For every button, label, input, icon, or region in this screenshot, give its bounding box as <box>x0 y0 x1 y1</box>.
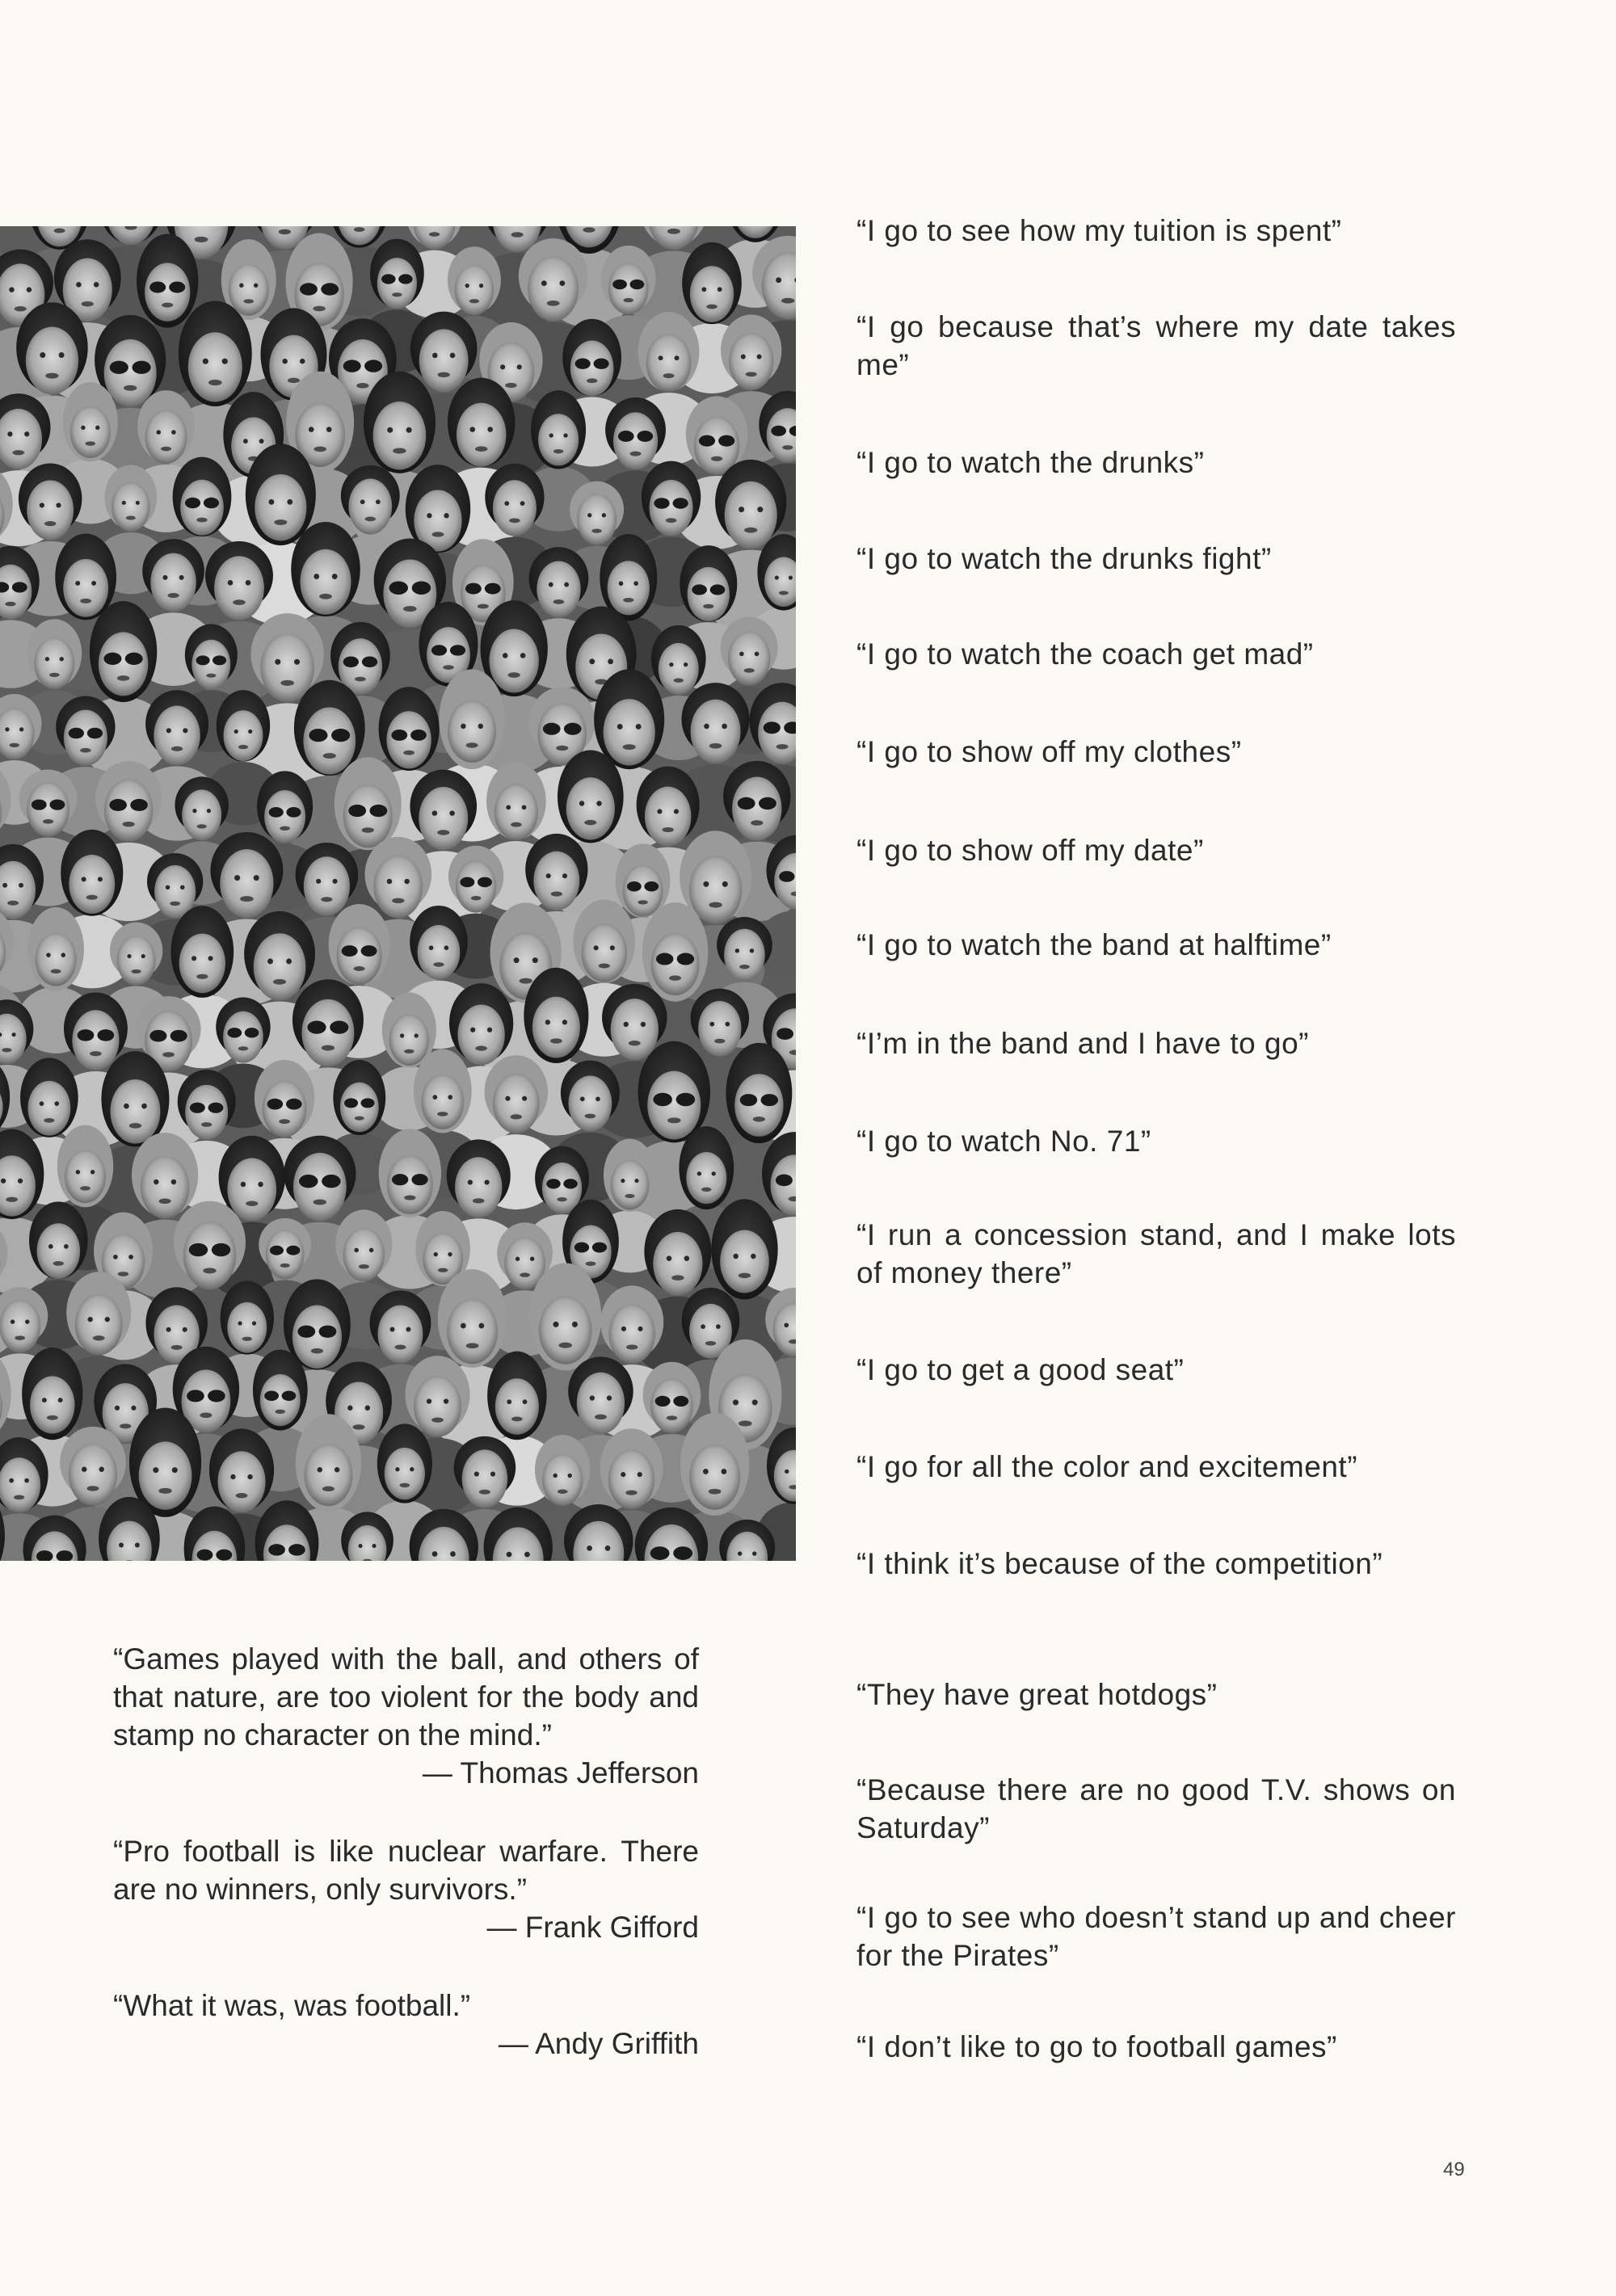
page-number: 49 <box>1443 2159 1465 2180</box>
reason-quote: “I go to see who doesn’t stand up and cheer for the Pirates” <box>856 1901 1456 1972</box>
crowd-photo <box>0 226 796 1561</box>
reason-quote: “I’m in the band and I have to go” <box>856 1027 1310 1060</box>
reason-quote: “I go to watch No. 71” <box>856 1125 1151 1158</box>
quote-attribution: — Frank Gifford <box>486 1911 699 1944</box>
crowd-photo-image <box>0 226 796 1561</box>
quote-jefferson <box>113 1640 699 1792</box>
quote-attribution: — Andy Griffith <box>498 2027 699 2060</box>
reason-quote: “I go to see how my tuition is spent” <box>856 214 1342 247</box>
reason-quote: “I go to watch the drunks fight” <box>856 542 1272 575</box>
reason-quote: “I go to get a good seat” <box>856 1353 1185 1386</box>
reason-quote: “I go to watch the coach get mad” <box>856 637 1314 671</box>
reason-quote: “I go to watch the drunks” <box>856 446 1205 479</box>
quote-text: “Games played with the ball, and others of that nature, are too violent for the body and stamp no character on the mind.” <box>113 1642 699 1751</box>
reason-quote: “I don’t like to go to football games” <box>856 2030 1337 2063</box>
left-quote-column <box>113 1640 699 2103</box>
reason-quote: “I go to show off my date” <box>856 834 1204 867</box>
reason-quote: “I run a concession stand, and I make lots of money there” <box>856 1218 1456 1289</box>
reason-quote: “Because there are no good T.V. shows on Saturday” <box>856 1773 1456 1844</box>
reason-quote: “I go because that’s where my date takes me” <box>856 310 1456 381</box>
reason-quote: “I go to watch the band at halftime” <box>856 928 1332 961</box>
quote-text: “Pro football is like nuclear warfare. There are no winners, only survivors.” <box>113 1835 699 1906</box>
quote-griffith <box>113 1987 699 2063</box>
reason-quote: “I go for all the color and excitement” <box>856 1450 1358 1483</box>
reason-quote: “I go to show off my clothes” <box>856 735 1242 768</box>
reason-quote: “They have great hotdogs” <box>856 1678 1218 1711</box>
quote-gifford <box>113 1832 699 1946</box>
quote-text: “What it was, was football.” <box>113 1989 471 2022</box>
quote-attribution: — Thomas Jefferson <box>422 1756 699 1789</box>
reason-quote: “I think it’s because of the competition” <box>856 1547 1383 1580</box>
